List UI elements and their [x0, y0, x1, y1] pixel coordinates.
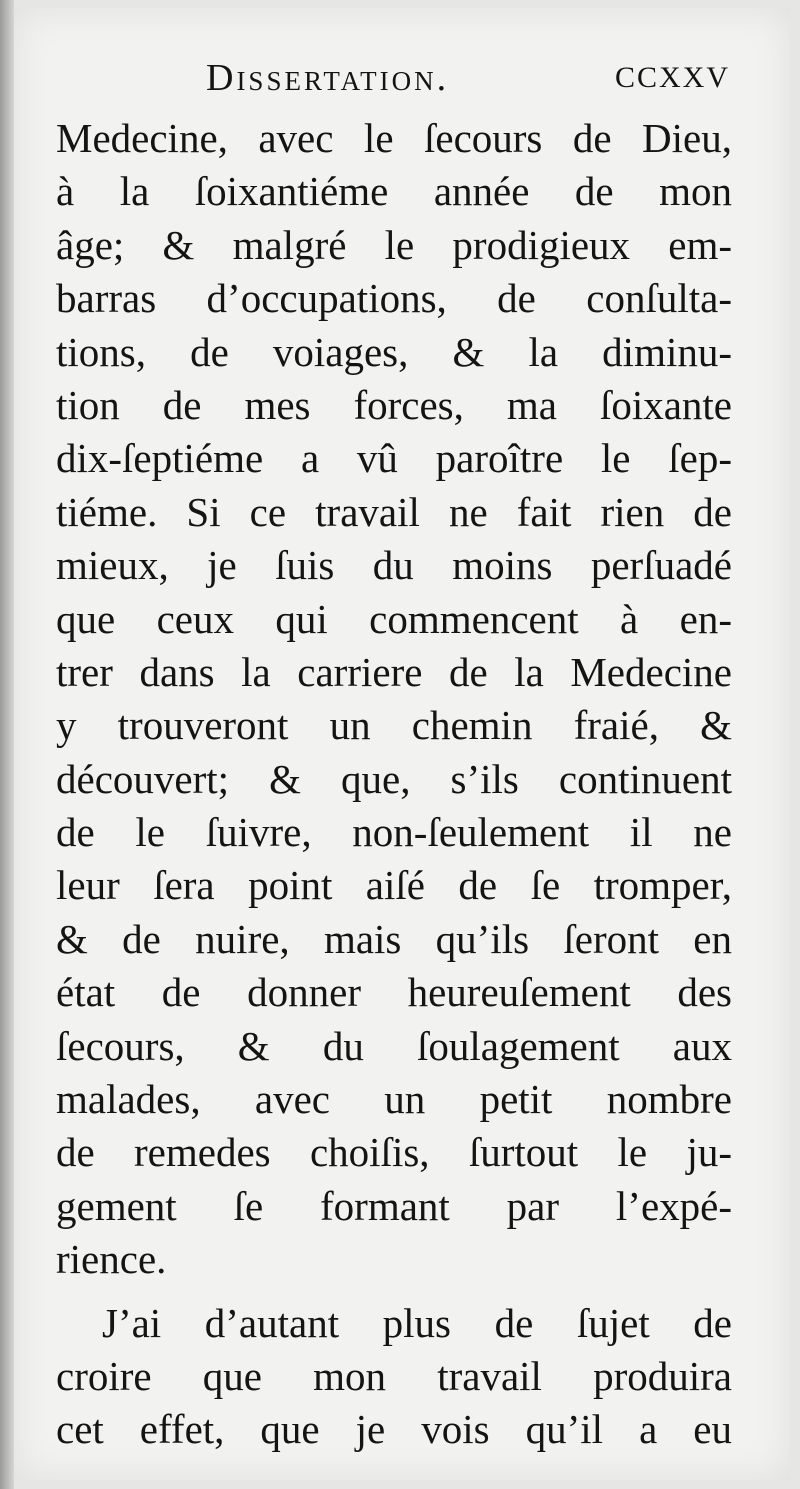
text-line: à la ſoixantiéme année de mon	[56, 168, 732, 215]
running-title: Dissertation.	[206, 57, 450, 99]
text-line: que ceux qui commencent à en-	[56, 595, 732, 642]
text-line: leur ſera point aiſé de ſe tromper,	[56, 862, 732, 909]
text-line: J’ai d’autant plus de ſujet de	[102, 1299, 732, 1346]
text-line: état de donner heureuſement des	[56, 969, 732, 1016]
page-body	[56, 112, 732, 1457]
page-number: CCXXV	[614, 61, 730, 94]
text-line: y trouveront un chemin fraié, &	[56, 702, 732, 749]
text-line: Medecine, avec le ſecours de Dieu,	[56, 115, 732, 161]
text-line: âge; & malgré le prodigieux em-	[56, 221, 732, 268]
text-line: tion de mes forces, ma ſoixante	[56, 381, 732, 428]
text-line: tions, de voiages, & la diminu-	[56, 328, 732, 375]
text-line: mieux, je ſuis du moins perſuadé	[56, 542, 732, 589]
text-line: & de nuire, mais qu’ils ſeront en	[56, 915, 732, 962]
text-line: ſecours, & du ſoulagement aux	[56, 1022, 732, 1069]
text-line: malades, avec un petit nombre	[56, 1076, 732, 1123]
text-line: de remedes choiſis, ſurtout le ju-	[56, 1129, 732, 1176]
text-line: gement ſe formant par l’expé-	[56, 1182, 732, 1229]
text-line: trer dans la carriere de la Medecine	[56, 648, 732, 695]
text-line: rience.	[56, 1236, 167, 1283]
paragraph-2	[56, 1297, 732, 1457]
text-line: croire que mon travail produira	[56, 1352, 732, 1399]
page-left-edge	[0, 0, 14, 1489]
text-line: dix-ſeptiéme a vû paroître le ſep-	[56, 435, 732, 482]
text-line: de le ſuivre, non-ſeulement il ne	[56, 809, 732, 856]
text-line: barras d’occupations, de conſulta-	[56, 275, 732, 322]
paragraph-gap	[56, 1287, 732, 1297]
running-header	[0, 50, 800, 106]
text-line: cet effet, que je vois qu’il a eu	[56, 1406, 732, 1453]
text-line: tiéme. Si ce travail ne fait rien de	[56, 488, 732, 535]
paragraph-1	[56, 112, 732, 1287]
text-line: découvert; & que, s’ils continuent	[56, 755, 732, 802]
